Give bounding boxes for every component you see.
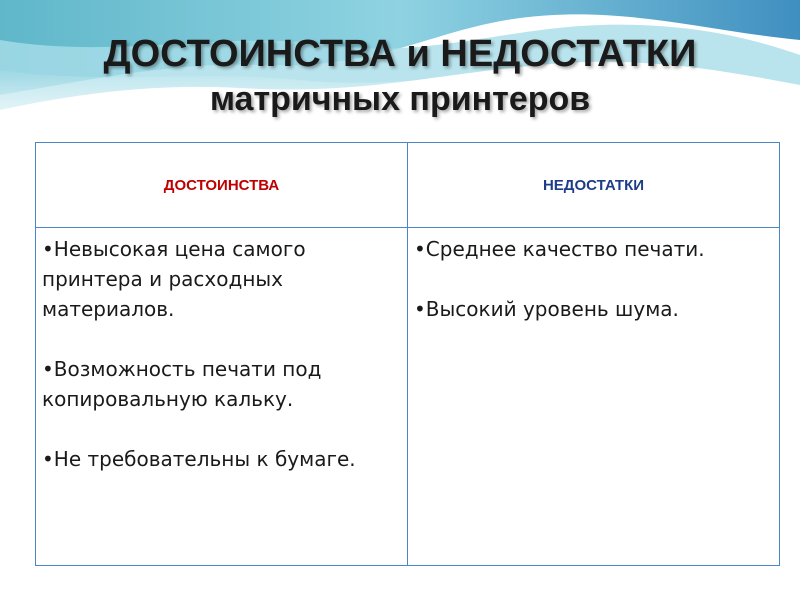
advantage-item: •Невысокая цена самого принтера и расходных материалов.: [42, 237, 306, 321]
slide-title: [0, 30, 800, 120]
advantage-item: •Возможность печати под копировальную кальку.: [42, 357, 322, 411]
advantages-cell: [36, 228, 408, 566]
advantage-item: •Не требовательны к бумаге.: [42, 447, 356, 471]
comparison-table: [35, 142, 780, 566]
disadvantages-header: НЕДОСТАТКИ: [408, 143, 780, 228]
advantages-header: ДОСТОИНСТВА: [36, 143, 408, 228]
title-line-1: ДОСТОИНСТВА и НЕДОСТАТКИ: [103, 33, 697, 75]
disadvantage-item: •Среднее качество печати.: [414, 237, 705, 261]
table-body-row: [36, 228, 780, 566]
table-header-row: [36, 143, 780, 228]
disadvantage-item: •Высокий уровень шума.: [414, 297, 679, 321]
title-line-2: матричных принтеров: [209, 80, 591, 118]
disadvantages-cell: [408, 228, 780, 566]
